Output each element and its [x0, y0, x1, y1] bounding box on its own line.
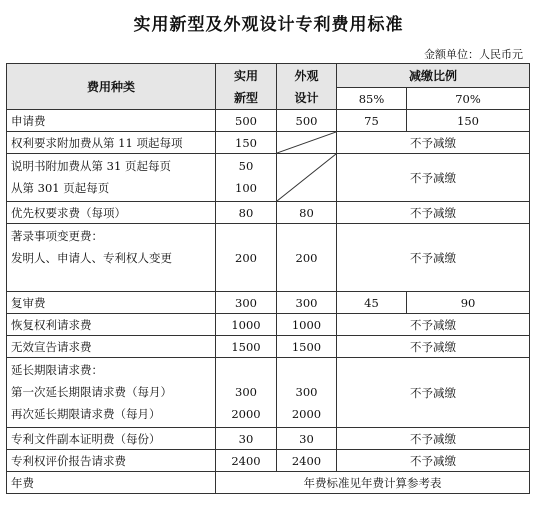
not-applicable-cell	[277, 154, 337, 202]
header-fee-type: 费用种类	[7, 64, 216, 110]
table-row: 申请费 500 500 75 150	[7, 110, 530, 132]
currency-unit-note: 金额单位：人民币元	[424, 48, 523, 61]
header-design: 外观设计	[277, 64, 337, 110]
table-row: 专利文件副本证明费（每份） 30 30 不予减缴	[7, 428, 530, 450]
header-70pct: 70%	[407, 88, 530, 110]
not-applicable-cell	[277, 132, 337, 154]
table-row: 权利要求附加费从第 11 项起每项 150 不予减缴	[7, 132, 530, 154]
header-85pct: 85%	[337, 88, 407, 110]
table-row: 专利权评价报告请求费 2400 2400 不予减缴	[7, 450, 530, 472]
table-row: 优先权要求费（每项） 80 80 不予减缴	[7, 202, 530, 224]
fee-table	[6, 63, 530, 494]
table-row: 无效宣告请求费 1500 1500 不予减缴	[7, 336, 530, 358]
header-reduction: 减缴比例	[337, 64, 530, 88]
table-row: 说明书附加费从第 31 页起每页 从第 301 页起每页 50 100 不予减缴	[7, 154, 530, 202]
header-utility: 实用新型	[216, 64, 277, 110]
table-row: 恢复权利请求费 1000 1000 不予减缴	[7, 314, 530, 336]
table-row: 年费 年费标准见年费计算参考表	[7, 472, 530, 494]
table-row: 复审费 300 300 45 90	[7, 292, 530, 314]
table-row: 著录事项变更费： 发明人、申请人、专利权人变更 200 200 不予减缴	[7, 224, 530, 292]
table-row: 延长期限请求费： 第一次延长期限请求费（每月） 再次延长期限请求费（每月） 300 2000 300 2000 不予减缴	[7, 358, 530, 428]
page-title: 实用新型及外观设计专利费用标准	[133, 15, 404, 35]
